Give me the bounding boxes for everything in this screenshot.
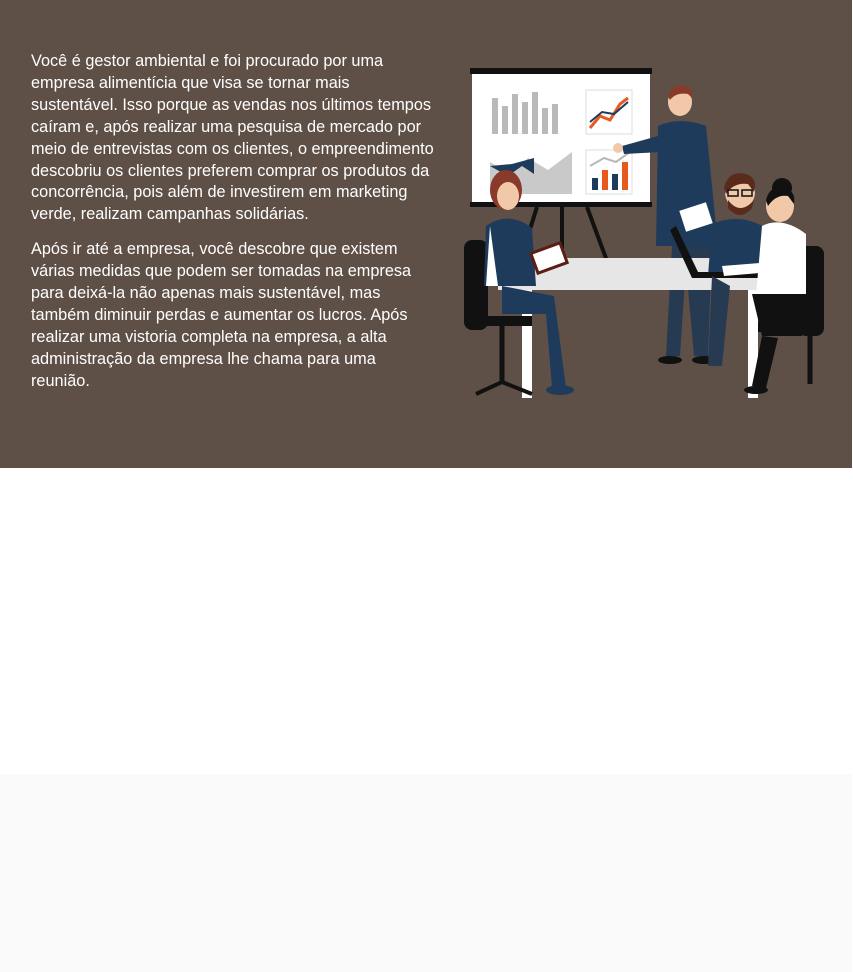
- intro-paragraph-1: Você é gestor ambiental e foi procurado por uma empresa alimentícia que visa se tornar mais sustentável. Isso porque as vendas nos últimos tempos caíram e, após realizar uma pesquisa de mercado por meio de entrevistas com os clientes, o empreendimento descobriu os clientes preferem comprar os produtos da concorrência, pois além de investirem em marketing verde, realizam campanhas solidárias.: [31, 52, 434, 224]
- intro-text: [31, 51, 436, 406]
- business-meeting-illustration: [462, 66, 828, 402]
- footer-area: [0, 774, 852, 972]
- meeting-table-icon: [498, 258, 778, 398]
- intro-paragraph-2: Após ir até a empresa, você descobre que existem várias medidas que podem ser tomadas na empresa para deixá-la não apenas mais sustentável, mas também diminuir perdas e aumentar os lucros. Após realizar uma vistoria completa na empresa, a alta administração da empresa lhe chama para uma reunião.: [31, 240, 412, 390]
- content-area: [0, 468, 852, 774]
- hero-section: [0, 0, 852, 468]
